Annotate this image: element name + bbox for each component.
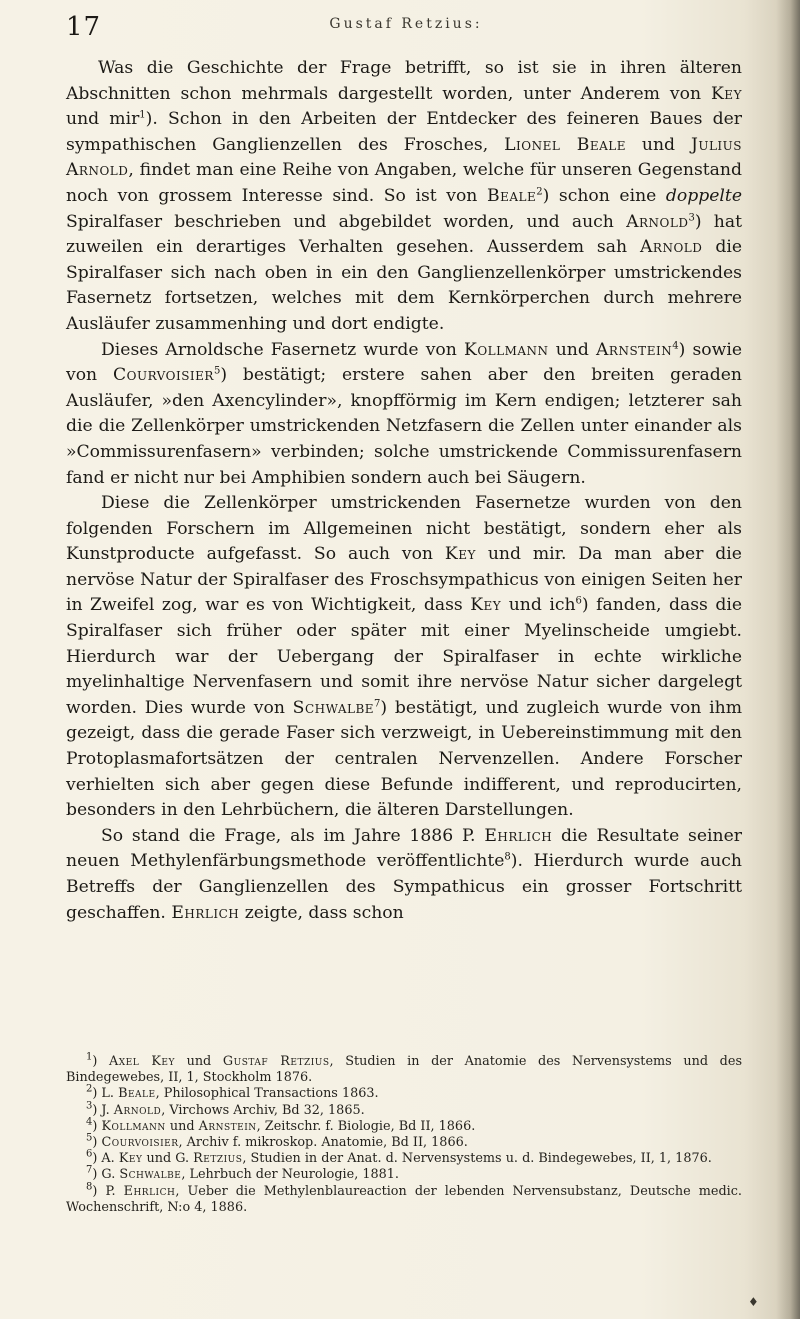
footnote: $^2$) L. Beale, Philosophical Transactions 1863. [86, 1084, 379, 1102]
author-name: Arnold [113, 1102, 162, 1118]
footnote: $^3$) J. Arnold, Virchows Archiv, Bd 32, 1865. [86, 1100, 365, 1118]
author-name: Julius Arnold [66, 134, 742, 181]
footnote-marker: 2 [86, 1084, 93, 1096]
page-header [66, 12, 746, 42]
footnote: $^6$) A. Key und G. Retzius, Studien in der Anat. d. Nervensystems u. d. Bindegewebes, II, 1, 1876. [86, 1148, 712, 1167]
main-text [66, 56, 742, 926]
footnote-marker: 8 [86, 1181, 93, 1193]
footnote: $^5$) Courvoisier, Archiv f. mikroskop. Anatomie, Bd II, 1866. [86, 1132, 468, 1151]
author-name: Gustaf Retzius [222, 1054, 330, 1069]
running-head: Gustaf Retzius: [329, 16, 483, 32]
footnote-marker: 7 [86, 1165, 93, 1177]
author-name: Ehrlich [171, 902, 240, 923]
footnote-marker: 5 [86, 1132, 93, 1144]
page-number: 17 [66, 12, 102, 42]
author-name: Courvoisier [112, 365, 214, 386]
footnotes [66, 1051, 743, 1216]
author-name: Arnold [626, 211, 689, 232]
author-name: Courvoisier [101, 1135, 179, 1151]
paragraph: Diese die Zellenkörper umstrickenden Fasernetze wurden von den folgenden Forschern im Allgemeinen nicht bestätigt, sondern eher als Kunstproducte aufgefasst. So auch von Key und mir. Da man aber die nervöse Natur der Spiralfaser des Froschsympathicus von einigen Seiten her in Zweifel zog, war es von Wichtigkeit, dass Key und ich$^6$) fanden, dass die Spiralfaser sich früher oder später mit einer Myelinscheide umgiebt. Hierdurch war der Uebergang der Spiralfaser in echte wirkliche myelinhaltige Nervenfasern und somit ihre nervöse Natur sicher dargelegt worden. Dies wurde von Schwalbe$^7$) bestätigt, und zugleich wurde von ihm gezeigt, dass die gerade Faser sich verzweigt, in Uebereinstimmung mit den Protoplasmafortsätzen der centralen Nervenzellen. Andere Forscher verhielten sich aber gegen diese Befunde indifferent, und reproducirten, besonders in den Lehrbüchern, die älteren Darstellungen. [66, 493, 743, 821]
footnote-marker: 6 [86, 1148, 93, 1160]
author-name: Arnstein [198, 1118, 257, 1134]
author-name: Lionel Beale [504, 134, 626, 155]
footnote: $^8$) P. Ehrlich, Ueber die Methylenblaureaction der lebenden Nervensubstanz, Deutsche medic. Wochenschrift, N:o 4, 1886. [66, 1181, 743, 1215]
footnote: $^1$) Axel Key und Gustaf Retzius, Studien in der Anatomie des Nervensystems und des Bindegewebes, II, 1, Stockholm 1876. [66, 1051, 743, 1086]
footnote-marker: 3 [688, 211, 695, 223]
author-name: Schwalbe [119, 1167, 182, 1183]
printer-mark: ♦ [748, 1295, 759, 1309]
footnote-marker: 2 [536, 186, 543, 198]
footnote-marker: 4 [672, 339, 679, 351]
footnote-marker: 5 [213, 365, 221, 377]
footnote-marker: 4 [86, 1116, 93, 1128]
author-name: Kollmann [463, 339, 549, 360]
emphasis: doppelte [665, 185, 742, 206]
footnote: $^4$) Kollmann und Arnstein, Zeitschr. f. Biologie, Bd II, 1866. [86, 1116, 476, 1134]
footnote-marker: 1 [139, 109, 146, 121]
author-name: Arnold [640, 237, 703, 258]
footnote: $^7$) G. Schwalbe, Lehrbuch der Neurologie, 1881. [86, 1165, 399, 1183]
footnote-marker: 6 [575, 595, 582, 607]
author-name: Axel Key [109, 1054, 175, 1069]
author-name: Key [118, 1151, 143, 1167]
author-name: Beale [118, 1086, 156, 1102]
paragraph: Dieses Arnoldsche Fasernetz wurde von Kollmann und Arnstein$^4$) sowie von Courvoisier$^5$) bestätigt; erstere sahen aber den breiten geraden Ausläufer, »den Axencylinder», knopfförmig im Kern endigen; letzterer sah die die Zellenkörper umstrickenden Netzfasern die Zellen unter einander als »Commissurenfasern» verbinden; solche umstrickende Commissurenfasern fand er nicht nur bei Amphibien sondern auch bei Säugern. [66, 339, 742, 488]
footnote-marker: 1 [86, 1051, 93, 1063]
author-name: Ehrlich [484, 825, 553, 846]
author-name: Retzius [193, 1151, 243, 1167]
author-name: Arnstein [596, 339, 673, 360]
author-name: Schwalbe [292, 697, 375, 718]
paragraph: Was die Geschichte der Frage betrifft, so ist sie in ihren älteren Abschnitten schon mehrmals dargestellt worden, unter Anderem von Key und mir$^1$). Schon in den Arbeiten der Entdecker des feineren Baues der sympathischen Ganglienzellen des Frosches, Lionel Beale und Julius Arnold, findet man eine Reihe von Angaben, welche für unseren Gegenstand noch von grossem Interesse sind. So ist von Beale$^2$) schon eine doppelte Spiralfaser beschrieben und abgebildet worden, und auch Arnold$^3$) hat zuweilen ein derartiges Verhalten gesehen. Ausserdem sah Arnold die Spiralfaser sich nach oben in ein den Ganglienzellenkörper umstrickendes Fasernetz fortsetzen, welches mit dem Kernkörperchen durch mehrere Ausläufer zusammenhing und dort endigte. [66, 58, 742, 334]
author-name: Beale [486, 185, 537, 206]
author-name: Key [444, 544, 476, 565]
author-name: Ehrlich [123, 1183, 176, 1199]
author-name: Key [710, 83, 742, 104]
page-edge-shadow [776, 0, 800, 1319]
footnote-marker: 8 [504, 851, 511, 863]
author-name: Kollmann [101, 1118, 166, 1134]
paragraph: So stand die Frage, als im Jahre 1886 P. Ehrlich die Resultate seiner neuen Methylenfärbungsmethode veröffentlichte$^8$). Hierdurch wurde auch Betreffs der Ganglienzellen des Sympathicus ein grosser Fortschritt geschaffen. Ehrlich zeigte, dass schon [66, 825, 742, 923]
footnote-marker: 3 [86, 1100, 93, 1112]
footnote-marker: 7 [374, 698, 381, 710]
author-name: Key [470, 595, 502, 616]
